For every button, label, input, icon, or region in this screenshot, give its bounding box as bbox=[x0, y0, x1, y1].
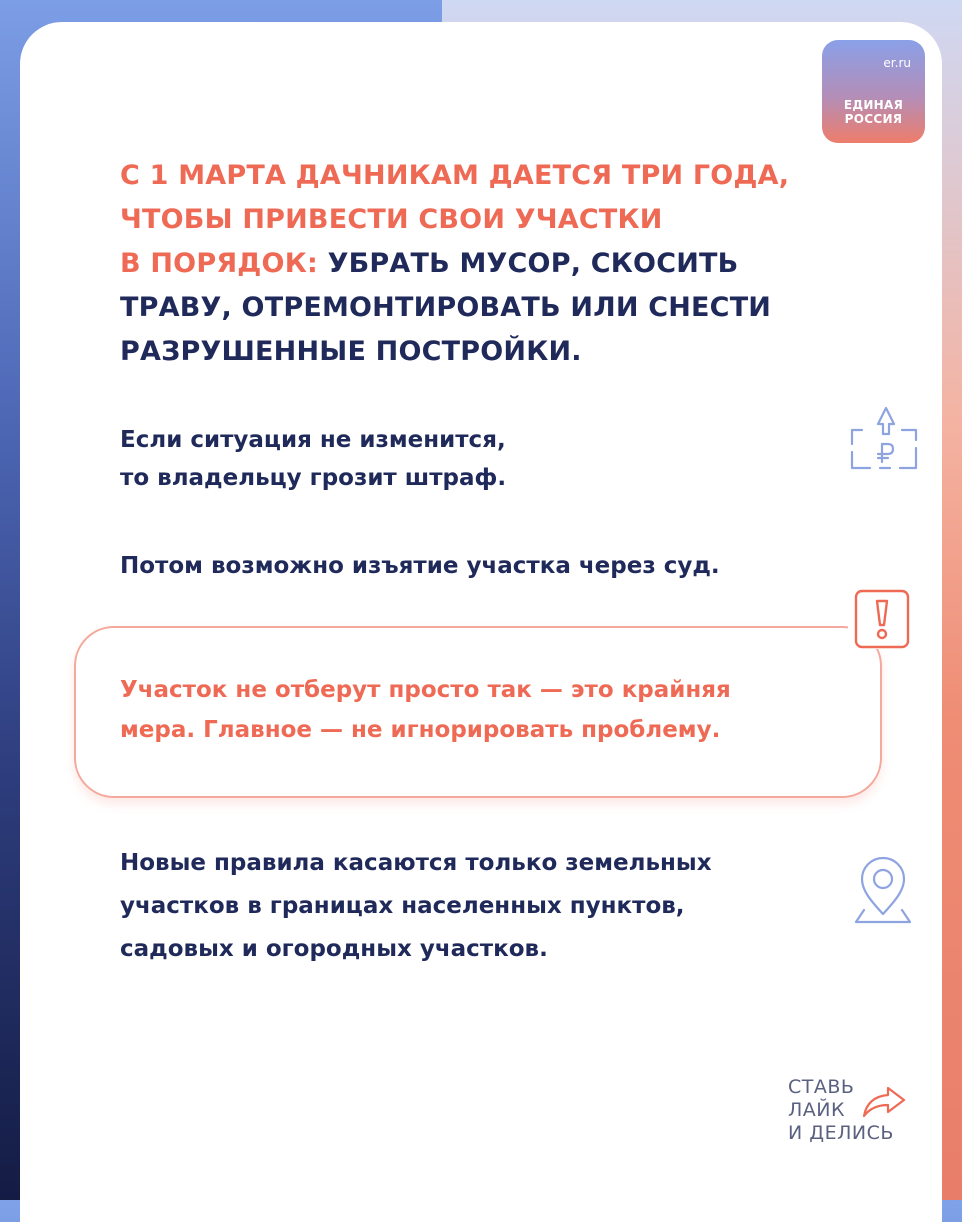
rules-line3: садовых и огородных участков. bbox=[120, 936, 548, 962]
headline-dark-2: ТРАВУ, ОТРЕМОНТИРОВАТЬ ИЛИ СНЕСТИ bbox=[120, 292, 772, 323]
fine-paragraph bbox=[120, 421, 840, 497]
callout-text bbox=[120, 670, 840, 750]
share-line3: И ДЕЛИСЬ bbox=[788, 1122, 894, 1144]
share-line2: ЛАЙК bbox=[788, 1099, 845, 1121]
headline-red-1: С 1 МАРТА ДАЧНИКАМ ДАЕТСЯ ТРИ ГОДА, bbox=[120, 160, 790, 191]
headline bbox=[120, 154, 810, 374]
headline-red-3: В ПОРЯДОК: bbox=[120, 248, 318, 279]
court-text: Потом возможно изъятие участка через суд. bbox=[120, 553, 720, 579]
logo-name bbox=[822, 98, 925, 126]
rules-line1: Новые правила касаются только земельных bbox=[120, 850, 712, 876]
logo-name-line1: ЕДИНАЯ bbox=[843, 98, 904, 112]
headline-dark-3: РАЗРУШЕННЫЕ ПОСТРОЙКИ. bbox=[120, 336, 582, 367]
exclamation-icon bbox=[852, 589, 912, 649]
fine-line1: Если ситуация не изменится, bbox=[120, 427, 506, 453]
share-arrow-icon[interactable] bbox=[860, 1084, 908, 1120]
fine-line2: то владельцу грозит штраф. bbox=[120, 465, 507, 491]
logo-name-line2: РОССИЯ bbox=[844, 112, 903, 126]
share-line1: СТАВЬ bbox=[788, 1076, 855, 1098]
rules-paragraph bbox=[120, 842, 840, 971]
headline-dark-1: УБРАТЬ МУСОР, СКОСИТЬ bbox=[317, 248, 739, 279]
rules-line2: участков в границах населенных пунктов, bbox=[120, 893, 685, 919]
logo-site: er.ru bbox=[883, 56, 911, 70]
party-logo bbox=[822, 40, 925, 143]
headline-red-2: ЧТОБЫ ПРИВЕСТИ СВОИ УЧАСТКИ bbox=[120, 204, 663, 235]
ruble-upload-icon bbox=[848, 404, 920, 476]
location-pin-icon bbox=[850, 852, 916, 932]
callout-line2: мера. Главное — не игнорировать проблему. bbox=[120, 717, 721, 743]
callout-line1: Участок не отберут просто так — это крайняя bbox=[120, 677, 731, 703]
